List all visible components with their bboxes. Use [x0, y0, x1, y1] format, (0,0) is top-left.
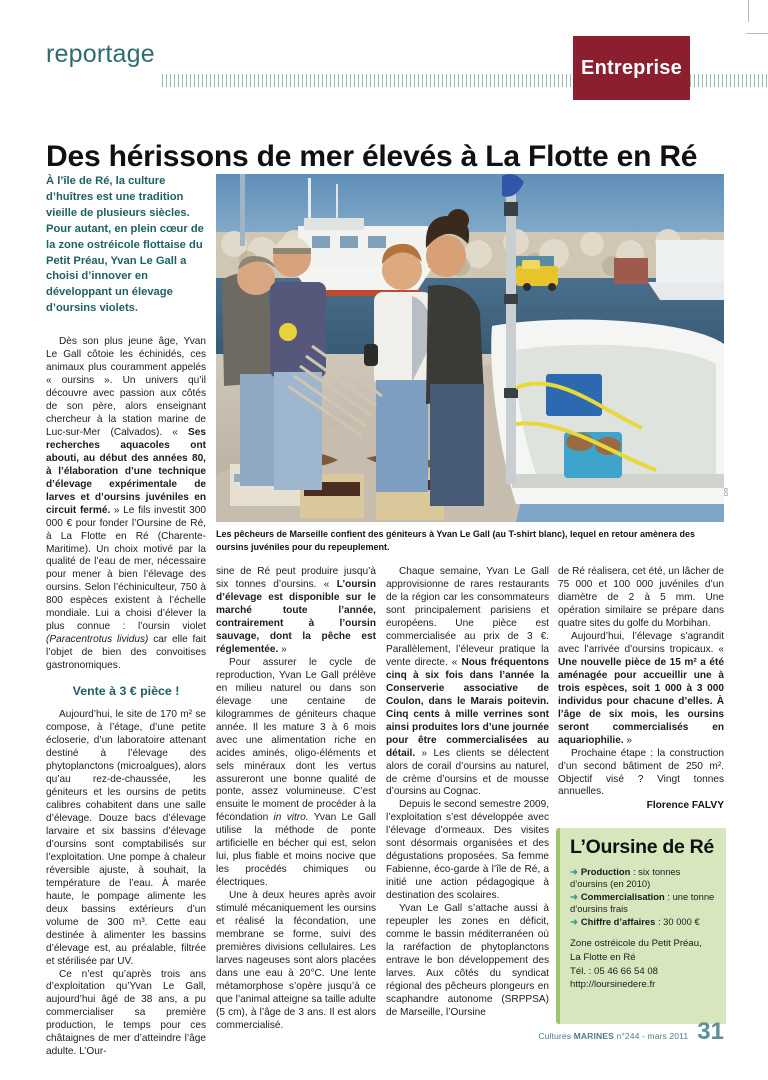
info-item-value: : une tonne d’oursins frais [570, 890, 715, 915]
paragraph: Depuis le second semestre 2009, l’exploitation s’est développée avec l’élevage d’ormeaux. Des visites sont désormais organisées et des dégustations proposées. Sa femme Fabienne, éco-garde à l’île de Ré, a initié une action pédagogique à destination des scolaires. [386, 799, 549, 902]
text-run: » [278, 643, 287, 655]
paragraph [386, 566, 549, 799]
info-box-website[interactable]: http://loursinedere.fr [570, 979, 656, 991]
page-header [0, 28, 768, 88]
photo-credit: DR [724, 487, 730, 496]
info-item-label: Commercialisation [580, 890, 665, 902]
body-column-3 [386, 566, 549, 1028]
text-run: sine de Ré peut produire jusqu’à six tonnes d’oursins. « [216, 566, 376, 590]
info-box-item [570, 891, 715, 916]
text-run-bold: Ses recherches aquacoles ont abouti, au début des années 80, à l’élaboration d’une technique d’élevage expérimentale de larves et d’oursins juvéniles en circuit fermé. [46, 426, 206, 516]
text-run-bold: Une nouvelle pièce de 15 m² a été aménagée pour accueillir une à trois espèces, soit 1 000 à 3 000 individus pour chacune d’elles. À l’âge de six mois, les oursins seront commercialisés en aquariophilie. [558, 656, 724, 746]
text-run-bold: L’oursin d’élevage est disponible sur le marché toute l’année, contrairement à l’oursin sauvage, dont la pêche est réglementée. [216, 578, 376, 655]
arrow-icon: ➜ [570, 890, 578, 902]
info-box-item [570, 866, 715, 891]
text-run-italic: in vitro. [273, 812, 309, 824]
page-number: 31 [697, 1018, 724, 1045]
article-standfirst: À l’île de Ré, la culture d’huîtres est une tradition vieille de plusieurs siècles. Pour autant, en plein cœur de la zone ostréicole flottaise du Petit Préau, Yvan Le Gall a choisi d’innover en développant un élevage d’oursins violets. [46, 175, 204, 315]
info-item-label: Production [580, 865, 631, 877]
arrow-icon: ➜ [570, 865, 578, 877]
text-run-italic: (Paracentrotus lividus) [46, 634, 149, 646]
body-column-4 [558, 566, 724, 816]
text-run: » Les clients se délectent alors de corail d’oursins au naturel, de crème d’oursins et de mousse d’oursins au Cognac. [386, 747, 549, 798]
text-run-bold: Nous fréquentons cinq à six fois dans l’année la Conserverie associative de Coulon, dans le Marais poitevin. Cinq cents à mille verrines sont ainsi produites lors d’une journée pour être commercialisées au détail. [386, 656, 549, 759]
magazine-issue: n°244 - mars 2011 [613, 1031, 689, 1041]
body-column-1 [46, 336, 206, 1058]
paragraph: Ce n’est qu’après trois ans d’exploitation qu’Yvan Le Gall, aujourd’hui âgé de 38 ans, a pu commercialiser sa première production, le temps pour ces châtaignes de mer d’atteindre l’âge adulte. L’Our- [46, 968, 206, 1058]
info-item-value: : 30 000 € [655, 915, 700, 927]
info-item-label: Chiffre d’affaires [580, 915, 656, 927]
text-run: Pour assurer le cycle de reproduction, Yvan Le Gall prélève en milieu naturel ou dans son élevage une centaine de kilogrammes de géniteurs chaque année. Il les mature 3 à 6 mois avec une alimentation riche en acides aminés, oligo-éléments et sels minéraux dont les vertus assureront une bonne qualité de ponte, assez volumineuse. C’est ensuite le moment de procéder à la fécondation [216, 656, 376, 824]
section-tag-badge [573, 36, 690, 100]
section-kicker: reportage [46, 40, 155, 68]
text-run: Chaque semaine, Yvan Le Gall approvisionne de rares restaurants de la région car les consommateurs sont principalement parisiens et européens. Une pièce est commercialisée au prix de 3 €. Parallèlement, l’éleveur pratique la vente directe. « [386, 566, 549, 668]
hatch-rule-left [162, 74, 617, 87]
info-box-address-line-2: La Flotte en Ré [570, 952, 636, 964]
subheading-wrapper [46, 684, 206, 700]
magazine-name: MARINES [573, 1031, 614, 1041]
info-box [556, 828, 726, 1024]
text-run: Aujourd’hui, l’élevage s’agrandit avec l’arrivée d’oursins tropicaux. « [558, 630, 724, 655]
paragraph [216, 657, 376, 890]
arrow-icon: ➜ [570, 915, 578, 927]
magazine-prefix: Cultures [538, 1031, 574, 1041]
photo-caption: Les pêcheurs de Marseille confient des géniteurs à Yvan Le Gall (au T-shirt blanc), lequel en retour amènera des oursins juvéniles pour du repeuplement. [216, 529, 695, 553]
hatch-rule-right [690, 74, 768, 87]
section-tag-label: Entreprise [581, 57, 682, 79]
text-run: » [623, 734, 633, 746]
spacer [570, 928, 715, 937]
info-box-address-line-1: Zone ostréicole du Petit Préau, [570, 938, 702, 950]
page-title: Des hérissons de mer élevés à La Flotte en Ré [46, 140, 698, 174]
paragraph [216, 566, 376, 657]
page-footer [538, 1018, 724, 1046]
magazine-reference [538, 1031, 688, 1041]
text-run: » Le fils investit 300 000 € pour fonder l’Oursine de Ré, à La Flotte en Ré (Charente-Maritime). Un choix motivé par la qualité de l’eau de mer, nécessaire pour mener à bien l’élevage des oursins. Selon l’échiniculteur, 750 à 800 espèces existent à l’échelle mondiale. Lui a choisi d’élever la plus connue : l’oursin violet [46, 504, 206, 633]
info-box-phone: Tél. : 05 46 66 54 08 [570, 965, 659, 977]
paragraph [46, 336, 206, 673]
crop-mark-vertical [748, 0, 749, 22]
text-run: Yvan Le Gall utilise la méthode de ponte artificielle en bécher qui est, selon lui, plus fiable et moins nocive que les procédés chimiques ou électriques. [216, 812, 377, 889]
info-box-title: L’Oursine de Ré [570, 836, 714, 858]
paragraph: Une à deux heures après avoir stimulé mécaniquement les oursins et réalisé la fécondation, une membrane se forme, suivi des premières divisions cellulaires. Les larves nageuses sont alors placées dans une eau à 20°C. Une lente métamorphose s’opère jusqu’à ce que l’animal atteigne sa taille adulte (5 cm), à l’âge de 3 ans. Il est alors commercialisé. [216, 890, 376, 1031]
paragraph: de Ré réalisera, cet été, un lâcher de 75 000 et 100 000 juvéniles d’un diamètre de 2 à 5 mm. Une opération similaire se prépare dans quatre sites du golfe du Morbihan. [558, 566, 724, 629]
paragraph [558, 631, 724, 748]
paragraph: Aujourd’hui, le site de 170 m² se compose, à l’étage, d’une petite écloserie, d’un laboratoire attenant destiné à l’élevage des phytoplanctons (microalgues), alors qu’au rez-de-chaussée, les géniteurs et les oursins de petits calibres cohabitent dans une salle d’élevage. Douze bacs d’élevage larvaire et six bassins d’élevage d’oursins sont comptabilisés sur l’exploitation. Une pompe à chaleur réversible ajuste, à souhait, la température de l’eau. À marée haute, le pompage alimente les deux bassins extérieurs d’un volume de 300 m³. Cette eau destinée à alimenter les bassins d’élevage est, au préalable, filtrée et stérilisée par UV. [46, 709, 206, 967]
article-photo [216, 174, 724, 522]
paragraph: Yvan Le Gall s’attache aussi à repeupler les zones en déficit, comme le bassin méditerranéen où la raréfaction de phytoplanctons entrave le bon développement des larves. Aux côtés du syndicat régional des pêcheurs plongeurs en scaphandre autonome (SRPPSA) de Marseille, l’Oursine [386, 903, 549, 1018]
text-run: car elle fait l’objet de bien des convoitises gastronomiques. [46, 634, 206, 672]
info-item-value: : six tonnes d’oursins (en 2010) [570, 865, 681, 890]
subheading: Vente à 3 € pièce ! [72, 684, 180, 699]
info-box-item [570, 916, 715, 929]
body-column-2 [216, 566, 377, 1031]
text-run: Dès son plus jeune âge, Yvan Le Gall côtoie les échinidés, ces animaux plus couramment appelés « oursins ». Un univers qu’il découvre avec passion aux côtés de son père, alors enseignant chercheur à la station marine de Luc-sur-Mer (Calvados). « [46, 336, 206, 438]
paragraph: Prochaine étape : la construction d’un second bâtiment de 250 m². Objectif visé ? Vingt tonnes annuelles. [558, 747, 724, 798]
author-byline: Florence FALVY [646, 800, 724, 812]
